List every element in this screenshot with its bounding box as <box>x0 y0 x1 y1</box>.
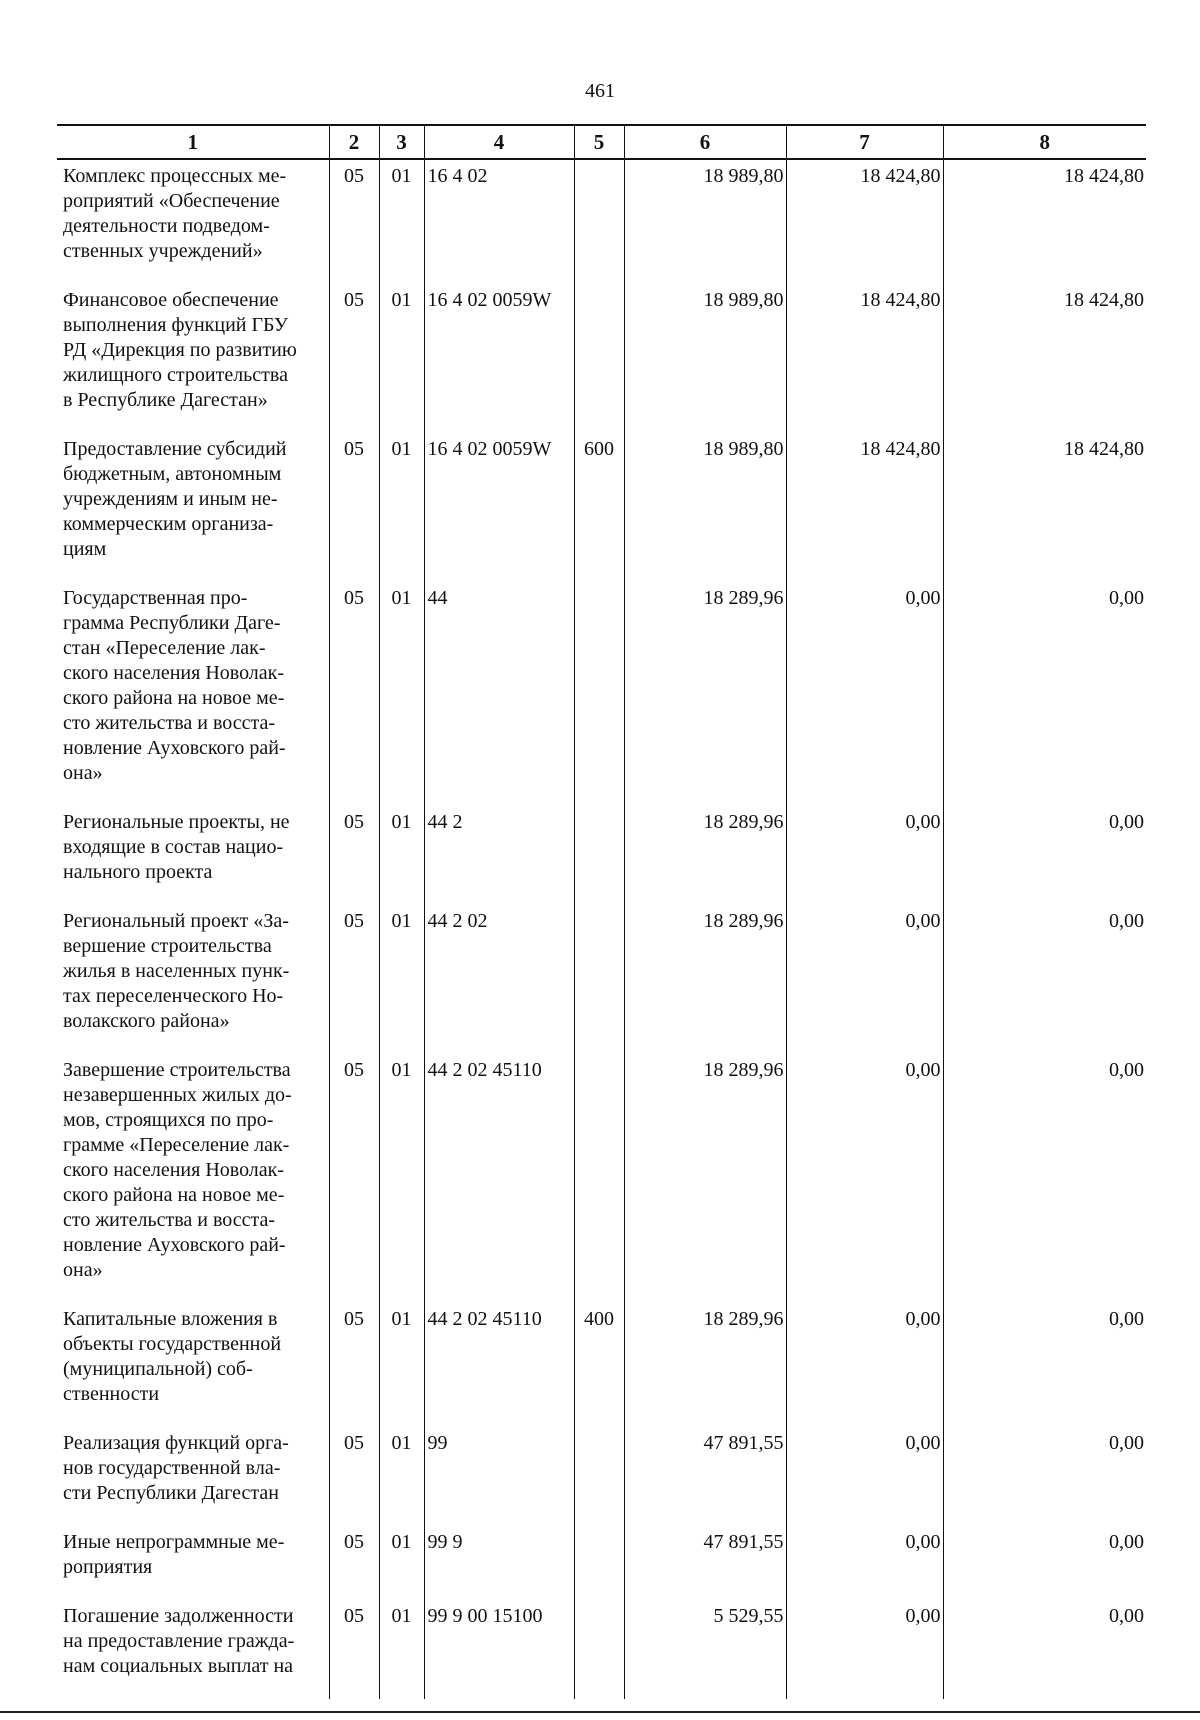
target-article-cell: 99 <box>424 1427 574 1526</box>
amount-col8-cell: 0,00 <box>943 1526 1146 1600</box>
row-name-cell <box>57 806 329 905</box>
row-name-line: на предоставление гражда- <box>63 1630 295 1652</box>
section-code-cell: 05 <box>329 905 379 1054</box>
table-row <box>57 1526 1146 1600</box>
target-article-cell: 44 <box>424 582 574 806</box>
row-name-line: входящие в состав нацио- <box>63 836 284 858</box>
subsection-code-cell: 01 <box>379 1600 424 1699</box>
row-name-line: Завершение строительства <box>63 1059 291 1081</box>
expense-type-cell: 600 <box>574 433 624 582</box>
expense-type-cell <box>574 806 624 905</box>
subsection-code-cell: 01 <box>379 905 424 1054</box>
row-name-line: грамма Республики Даге- <box>63 612 281 634</box>
amount-col7-cell: 18 424,80 <box>786 159 943 284</box>
row-name-line: ского района на новое ме- <box>63 1184 285 1206</box>
subsection-code-cell: 01 <box>379 159 424 284</box>
subsection-code-cell: 01 <box>379 1054 424 1303</box>
amount-col8-cell: 18 424,80 <box>943 159 1146 284</box>
column-header: 1 <box>57 125 329 159</box>
row-name-line: волакского района» <box>63 1010 230 1032</box>
table-row <box>57 905 1146 1054</box>
table-row <box>57 159 1146 284</box>
target-article-cell: 44 2 <box>424 806 574 905</box>
amount-col6-cell: 47 891,55 <box>624 1427 786 1526</box>
expense-type-cell <box>574 582 624 806</box>
row-name-cell <box>57 1054 329 1303</box>
expense-type-cell <box>574 1054 624 1303</box>
column-header: 4 <box>424 125 574 159</box>
row-name-line: нам социальных выплат на <box>63 1655 294 1677</box>
table-row <box>57 1054 1146 1303</box>
section-code-cell: 05 <box>329 1303 379 1427</box>
row-name-line: Государственная про- <box>63 587 248 609</box>
page-bottom-edge <box>0 1711 1200 1713</box>
table-body <box>57 159 1146 1699</box>
row-name-line: Реализация функций орга- <box>63 1432 289 1454</box>
row-name-line: объекты государственной <box>63 1333 282 1355</box>
row-name-line: мов, строящихся по про- <box>63 1109 274 1131</box>
amount-col8-cell: 0,00 <box>943 806 1146 905</box>
expense-type-cell <box>574 284 624 433</box>
row-name-line: Капитальные вложения в <box>63 1308 278 1330</box>
row-name-line: нального проекта <box>63 861 213 883</box>
amount-col7-cell: 0,00 <box>786 1303 943 1427</box>
column-header: 7 <box>786 125 943 159</box>
target-article-cell: 99 9 00 15100 <box>424 1600 574 1699</box>
row-name-cell <box>57 905 329 1054</box>
target-article-cell: 16 4 02 0059W <box>424 284 574 433</box>
row-name-line: РД «Дирекция по развитию <box>63 339 297 361</box>
amount-col8-cell: 18 424,80 <box>943 284 1146 433</box>
target-article-cell: 99 9 <box>424 1526 574 1600</box>
amount-col8-cell: 18 424,80 <box>943 433 1146 582</box>
row-name-line: сто жительства и восста- <box>63 712 276 734</box>
expense-type-cell <box>574 1427 624 1526</box>
column-header: 5 <box>574 125 624 159</box>
row-name-cell <box>57 433 329 582</box>
row-name-line: жилищного строительства <box>63 364 288 386</box>
row-name-line: она» <box>63 1259 103 1281</box>
budget-table <box>57 124 1146 1699</box>
row-name-line: стан «Переселение лак- <box>63 637 266 659</box>
row-name-line: выполнения функций ГБУ <box>63 314 288 336</box>
amount-col7-cell: 18 424,80 <box>786 284 943 433</box>
row-name-line: (муниципальной) соб- <box>63 1358 253 1380</box>
expense-type-cell <box>574 159 624 284</box>
section-code-cell: 05 <box>329 284 379 433</box>
table-row <box>57 284 1146 433</box>
target-article-cell: 44 2 02 <box>424 905 574 1054</box>
row-name-cell <box>57 582 329 806</box>
column-header: 2 <box>329 125 379 159</box>
amount-col8-cell: 0,00 <box>943 1054 1146 1303</box>
section-code-cell: 05 <box>329 806 379 905</box>
table-row <box>57 1600 1146 1699</box>
amount-col6-cell: 18 289,96 <box>624 1303 786 1427</box>
row-name-line: ского района на новое ме- <box>63 687 285 709</box>
row-name-line: Финансовое обеспечение <box>63 289 279 311</box>
row-name-line: роприятий «Обеспечение <box>63 190 280 212</box>
section-code-cell: 05 <box>329 1600 379 1699</box>
section-code-cell: 05 <box>329 1427 379 1526</box>
row-name-line: незавершенных жилых до- <box>63 1084 292 1106</box>
row-name-line: новление Ауховского рай- <box>63 737 286 759</box>
row-name-line: деятельности подведом- <box>63 215 270 237</box>
column-header: 6 <box>624 125 786 159</box>
row-name-cell <box>57 284 329 433</box>
row-name-line: сти Республики Дагестан <box>63 1482 279 1504</box>
column-header: 8 <box>943 125 1146 159</box>
row-name-line: сто жительства и восста- <box>63 1209 276 1231</box>
header-row <box>57 125 1146 159</box>
amount-col7-cell: 0,00 <box>786 1526 943 1600</box>
amount-col6-cell: 5 529,55 <box>624 1600 786 1699</box>
expense-type-cell: 400 <box>574 1303 624 1427</box>
row-name-line: коммерческим организа- <box>63 513 274 535</box>
row-name-line: Предоставление субсидий <box>63 438 287 460</box>
row-name-line: жилья в населенных пунк- <box>63 960 290 982</box>
row-name-line: роприятия <box>63 1556 153 1578</box>
expense-type-cell <box>574 905 624 1054</box>
target-article-cell: 44 2 02 45110 <box>424 1054 574 1303</box>
section-code-cell: 05 <box>329 1526 379 1600</box>
row-name-line: ского населения Новолак- <box>63 662 285 684</box>
row-name-line: бюджетным, автономным <box>63 463 282 485</box>
amount-col6-cell: 47 891,55 <box>624 1526 786 1600</box>
section-code-cell: 05 <box>329 433 379 582</box>
row-name-line: нов государственной вла- <box>63 1457 281 1479</box>
amount-col7-cell: 18 424,80 <box>786 433 943 582</box>
amount-col8-cell: 0,00 <box>943 1600 1146 1699</box>
amount-col6-cell: 18 289,96 <box>624 905 786 1054</box>
expense-type-cell <box>574 1526 624 1600</box>
amount-col6-cell: 18 289,96 <box>624 806 786 905</box>
row-name-cell <box>57 1526 329 1600</box>
row-name-cell <box>57 1600 329 1699</box>
target-article-cell: 16 4 02 0059W <box>424 433 574 582</box>
amount-col6-cell: 18 989,80 <box>624 284 786 433</box>
subsection-code-cell: 01 <box>379 1526 424 1600</box>
table-row <box>57 582 1146 806</box>
row-name-cell <box>57 159 329 284</box>
target-article-cell: 44 2 02 45110 <box>424 1303 574 1427</box>
subsection-code-cell: 01 <box>379 582 424 806</box>
section-code-cell: 05 <box>329 159 379 284</box>
row-name-line: новление Ауховского рай- <box>63 1234 286 1256</box>
amount-col7-cell: 0,00 <box>786 806 943 905</box>
row-name-line: Комплекс процессных ме- <box>63 165 287 187</box>
amount-col8-cell: 0,00 <box>943 905 1146 1054</box>
table-row <box>57 433 1146 582</box>
row-name-line: ственных учреждений» <box>63 240 263 262</box>
subsection-code-cell: 01 <box>379 1427 424 1526</box>
subsection-code-cell: 01 <box>379 1303 424 1427</box>
amount-col8-cell: 0,00 <box>943 1303 1146 1427</box>
row-name-line: тах переселенческого Но- <box>63 985 284 1007</box>
table-row <box>57 1427 1146 1526</box>
row-name-line: ственности <box>63 1383 160 1405</box>
row-name-line: в Республике Дагестан» <box>63 389 268 411</box>
expense-type-cell <box>574 1600 624 1699</box>
amount-col6-cell: 18 289,96 <box>624 1054 786 1303</box>
row-name-line: ского населения Новолак- <box>63 1159 285 1181</box>
row-name-cell <box>57 1427 329 1526</box>
amount-col8-cell: 0,00 <box>943 582 1146 806</box>
target-article-cell: 16 4 02 <box>424 159 574 284</box>
row-name-line: циям <box>63 538 107 560</box>
row-name-line: Погашение задолженности <box>63 1605 294 1627</box>
amount-col7-cell: 0,00 <box>786 1600 943 1699</box>
row-name-line: учреждениям и иным не- <box>63 488 278 510</box>
section-code-cell: 05 <box>329 582 379 806</box>
row-name-line: Иные непрограммные ме- <box>63 1531 285 1553</box>
row-name-line: она» <box>63 762 103 784</box>
amount-col6-cell: 18 289,96 <box>624 582 786 806</box>
subsection-code-cell: 01 <box>379 284 424 433</box>
amount-col7-cell: 0,00 <box>786 905 943 1054</box>
row-name-line: грамме «Переселение лак- <box>63 1134 290 1156</box>
row-name-line: Региональные проекты, не <box>63 811 290 833</box>
page-number: 461 <box>585 80 615 102</box>
amount-col6-cell: 18 989,80 <box>624 433 786 582</box>
subsection-code-cell: 01 <box>379 433 424 582</box>
amount-col7-cell: 0,00 <box>786 1427 943 1526</box>
subsection-code-cell: 01 <box>379 806 424 905</box>
table-row <box>57 806 1146 905</box>
amount-col8-cell: 0,00 <box>943 1427 1146 1526</box>
table-row <box>57 1303 1146 1427</box>
column-header: 3 <box>379 125 424 159</box>
row-name-line: вершение строительства <box>63 935 272 957</box>
row-name-line: Региональный проект «За- <box>63 910 289 932</box>
amount-col7-cell: 0,00 <box>786 1054 943 1303</box>
row-name-cell <box>57 1303 329 1427</box>
section-code-cell: 05 <box>329 1054 379 1303</box>
amount-col6-cell: 18 989,80 <box>624 159 786 284</box>
amount-col7-cell: 0,00 <box>786 582 943 806</box>
